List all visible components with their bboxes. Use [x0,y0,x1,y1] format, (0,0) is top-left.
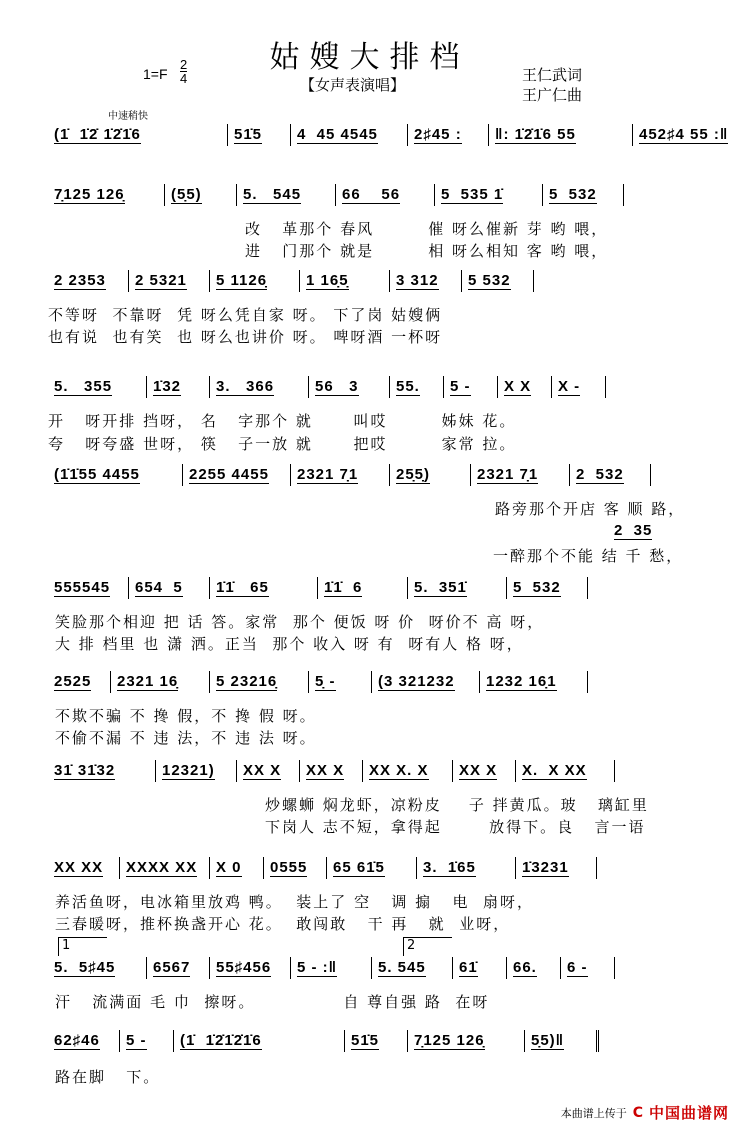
measure [345,1030,408,1052]
measure [156,760,237,782]
measure [48,857,120,879]
measure-notes: 5̣5)‖ [531,1031,565,1049]
alternate-notes-text: 2 35 [614,521,653,539]
measure [363,760,453,782]
measure [408,124,489,146]
measure-notes: (3 321232 [378,672,455,690]
measure [48,464,183,486]
measure-notes: 7̣125 126̣ [414,1031,485,1049]
upload-text: 本曲谱上传于 [560,1106,627,1120]
measure-notes: 5. 355 [54,377,113,395]
measure [408,1030,525,1052]
score-system [48,1030,599,1052]
measure-notes: (1̇ 1̇2̇ 1̇2̇1̇6 [54,125,141,143]
measure [129,577,210,599]
measure [48,577,129,599]
score-system [48,124,739,146]
measure-notes: XX X [459,761,498,779]
measure [633,124,739,146]
measure-notes: 55. [396,377,420,395]
measure-notes: 5 - :‖ [297,958,338,976]
lyric-line-verse-1: 开 呀开排 挡呀， 名 字那个 就 叫哎 姊妹 花。 [48,412,517,430]
measure [237,760,300,782]
score-system [48,464,651,486]
site-name-link[interactable]: 中国曲谱网 [648,1104,729,1122]
measure-notes: 12321) [162,761,215,779]
measure [507,957,561,979]
measure-notes: 452♯4 55 :‖ [639,125,729,143]
measure [453,760,516,782]
measure-notes: 1̇1̇ 65 [216,578,269,596]
measure-notes: 65 61̇5 [333,858,385,876]
measure [48,376,147,398]
measure-notes: 2321 16̣ [117,672,179,690]
measure-notes: 51̇5 [351,1031,380,1049]
measure-notes: 2 5321 [135,271,187,289]
measure-notes: 66 56 [342,185,401,203]
measure-notes: ‖: 1̇2̇1̇6 55 [495,125,576,143]
measure [309,376,390,398]
lyric-line-verse-1: 养活鱼呀，电冰箱里放鸡 鸭。 装上了 空 调 搧 电 扇呀， [55,893,534,911]
measure-notes: 5 535 1̇ [441,185,504,203]
site-logo-icon: C [632,1104,643,1121]
measure-notes: 2321 7̣1 [477,465,539,483]
tempo-marking: 中速稍快 [108,111,148,122]
score-system [48,184,624,206]
measure-notes: 5 532 [513,578,561,596]
lyric-line-verse-2: 下岗人 志不短，拿得起 放得下。良 言一语 [265,818,646,836]
measure [165,184,237,206]
measure-notes: X. X XX [522,761,587,779]
volta-bracket-1: 1 [58,937,107,956]
measure [120,857,210,879]
measure [372,671,480,693]
measure [210,376,309,398]
measure-notes: 1̇3231 [522,858,569,876]
measure [210,957,291,979]
measure-notes: 3. 1̇65 [423,858,476,876]
score-system [48,577,588,599]
measure-notes: 3. 366 [216,377,275,395]
measure [264,857,327,879]
composer-credit: 王广仁曲 [522,86,583,104]
measure-notes: 5 - [450,377,471,395]
measure-notes: X - [558,377,581,395]
measure [516,760,615,782]
measure [390,270,462,292]
measure-notes: 6567 [153,958,191,976]
measure-notes: 62♯46 [54,1031,100,1049]
measure-notes: 555545 [54,578,111,596]
measure [210,270,300,292]
measure-notes: XX X. X [369,761,429,779]
measure-notes: 31̇ 31̇32 [54,761,116,779]
measure-notes: 5 1126̣ [216,271,268,289]
alternate-lyric: 一醉那个不能 结 千 愁， [493,547,684,565]
measure-notes: XX X [306,761,345,779]
measure [327,857,417,879]
measure-notes: 5 532 [549,185,597,203]
measure-notes: 25̣5̣) [396,465,431,483]
measure-notes: 2525 [54,672,92,690]
measure [210,577,318,599]
measure [480,671,588,693]
measure [183,464,291,486]
measure-notes: 2♯45 : [414,125,462,143]
lyricist-credit: 王仁武词 [522,66,583,84]
measure [489,124,633,146]
time-signature-top: 2 [180,57,188,72]
measure-notes: 1 16̣5̣ [306,271,349,289]
measure-notes: XXXX XX [126,858,198,876]
measure-notes: 55♯456 [216,958,272,976]
measure [120,1030,174,1052]
measure [48,184,165,206]
measure-notes: 5. 351̇ [414,578,467,596]
measure-notes: 5 - [126,1031,147,1049]
measure [462,270,534,292]
measure [210,857,264,879]
measure [336,184,435,206]
measure-notes: 2321 7̣1 [297,465,359,483]
measure [129,270,210,292]
lyric-line-verse-2: 也有说 也有笑 也 呀么也讲价 呀。 啤呀酒 一杯呀 [48,328,443,346]
measure [552,376,606,398]
measure-notes: 2 532 [576,465,624,483]
measure-notes: 5. 545 [378,958,426,976]
measure-notes: 51̇5 [234,125,263,143]
measure [561,957,615,979]
measure-notes: 1̇1̇ 6 [324,578,363,596]
lyric-line-verse-1: 路旁那个开店 客 顺 路， [495,500,686,518]
measure [453,957,507,979]
measure [111,671,210,693]
measure [417,857,516,879]
measure-notes: 2 2353 [54,271,106,289]
measure [291,957,372,979]
lyric-line-verse-1: 笑脸那个相迎 把 话 答。家常 那个 便饭 呀 价 呀价不 高 呀， [55,613,545,631]
time-signature-bottom: 4 [180,71,188,86]
measure [516,857,597,879]
performance-form: 【女声表演唱】 [300,76,406,94]
measure-notes: 1̇32 [153,377,182,395]
measure-notes: 5. 545 [243,185,302,203]
score-system [48,376,606,398]
lyric-line-verse-2: 不偷不漏 不 违 法，不 违 法 呀。 [55,729,317,747]
volta-bracket-2: 2 [403,937,452,956]
measure-notes: 0555 [270,858,308,876]
measure-notes: 5. 5♯45 [54,958,116,976]
measure-notes: 4 45 4545 [297,125,378,143]
measure [48,270,129,292]
measure-notes: XX XX [54,858,104,876]
measure [48,124,228,146]
measure [390,464,471,486]
measure [48,1030,120,1052]
measure-notes: 2255 4455 [189,465,269,483]
measure-notes: 7̣125 126̣ [54,185,125,203]
measure-notes: 5 532 [468,271,511,289]
measure [570,464,651,486]
measure [435,184,543,206]
lyric-line-verse-2: 进 门那个 就是 相 呀么相知 客 哟 喂， [245,242,609,260]
measure [543,184,624,206]
measure-notes: (1̇ 1̇2̇1̇2̇1̇6 [180,1031,262,1049]
measure [408,577,507,599]
lyric-line-verse-1: 炒螺蛳 焖龙虾，凉粉皮 子 拌黄瓜。玻 璃缸里 [265,796,649,814]
measure [300,270,390,292]
measure-notes: 56 3 [315,377,359,395]
measure [498,376,552,398]
score-system [48,270,534,292]
score-system [48,671,588,693]
measure-notes: 61̇ [459,958,478,976]
measure-notes: XX X [243,761,282,779]
measure-notes: X 0 [216,858,242,876]
lyric-line-verse-2: 夸 呀夸盛 世呀， 筷 子一放 就 把哎 家常 拉。 [48,435,517,453]
measure-notes: 6 - [567,958,588,976]
measure [174,1030,345,1052]
measure-notes: 66. [513,958,537,976]
key-signature: 1=F [143,66,168,82]
measure [507,577,588,599]
footer [561,1102,729,1123]
score-system [48,760,615,782]
measure [291,464,390,486]
measure-notes: (1̇1̇55 4455 [54,465,140,483]
measure [525,1030,599,1052]
measure [372,957,453,979]
measure [318,577,408,599]
measure-notes: 5 23216̣ [216,672,278,690]
measure [390,376,444,398]
measure [48,760,156,782]
alternate-notes [608,520,658,542]
lyric-line-verse-1: 路在脚 下。 [55,1068,161,1086]
score-system [48,857,597,879]
measure [48,671,111,693]
score-system [48,957,615,979]
measure [471,464,570,486]
measure [48,957,147,979]
lyric-line-verse-1: 不等呀 不靠呀 凭 呀么凭自家 呀。 下了岗 姑嫂俩 [48,306,443,324]
measure [147,376,210,398]
measure-notes: X X [504,377,532,395]
time-signature [180,58,187,85]
measure [309,671,372,693]
measure [147,957,210,979]
measure-notes: 654 5 [135,578,183,596]
measure [228,124,291,146]
measure [237,184,336,206]
measure-notes: 5̣ - [315,672,336,690]
lyric-line-verse-2: 三春暖呀，推杯换盏开心 花。 敢闯敢 干 再 就 业呀， [55,915,511,933]
lyric-line-verse-1: 汗 流满面 毛 巾 擦呀。 自 尊自强 路 在呀 [55,993,490,1011]
song-title: 姑嫂大排档 [269,40,470,75]
measure-notes: (5̣5) [171,185,202,203]
measure [291,124,408,146]
measure-notes: 3 312 [396,271,439,289]
measure [444,376,498,398]
measure-notes: 1232 16̣1 [486,672,557,690]
lyric-line-verse-2: 大 排 档里 也 潇 洒。正当 那个 收入 呀 有 呀有人 格 呀， [55,635,524,653]
measure [210,671,309,693]
lyric-line-verse-1: 改 革那个 春风 催 呀么催新 芽 哟 喂， [245,220,609,238]
measure [300,760,363,782]
lyric-line-verse-1: 不欺不骗 不 搀 假，不 搀 假 呀。 [55,707,317,725]
